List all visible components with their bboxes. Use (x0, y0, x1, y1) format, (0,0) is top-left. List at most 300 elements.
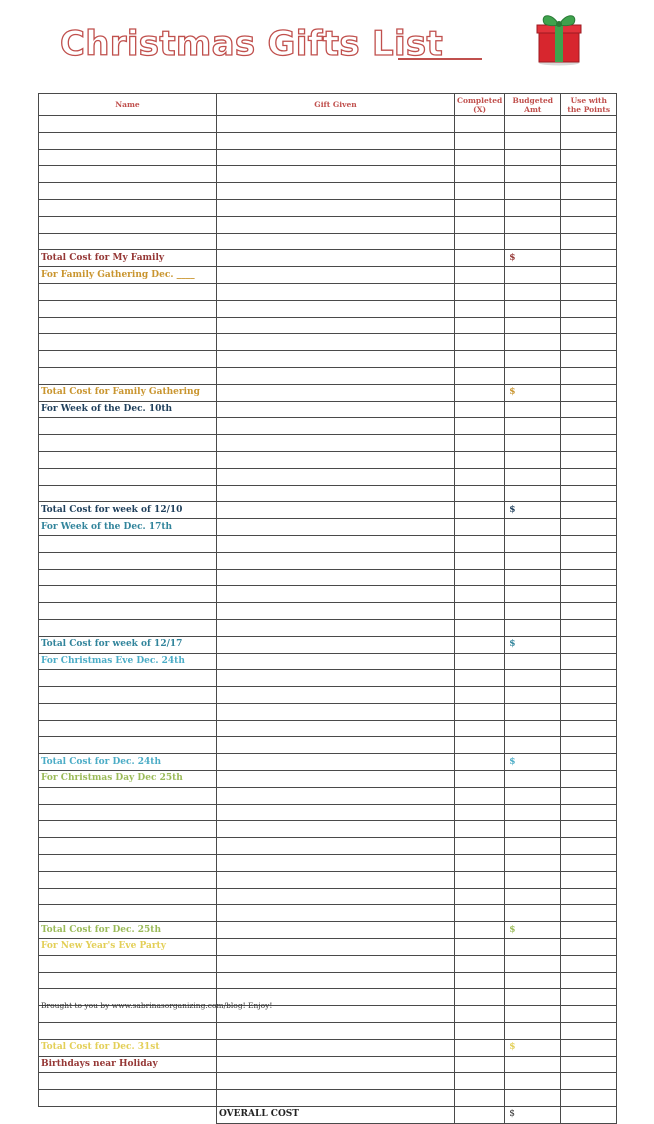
points-cell[interactable] (561, 703, 617, 720)
budgeted-amt-cell[interactable] (505, 687, 561, 704)
points-cell[interactable] (561, 670, 617, 687)
completed-cell[interactable] (455, 871, 505, 888)
gift-given-cell[interactable] (217, 855, 455, 872)
points-cell[interactable] (561, 283, 617, 300)
table-row (39, 821, 617, 838)
name-cell[interactable] (39, 116, 217, 133)
points-cell[interactable] (561, 771, 617, 788)
gift-given-cell[interactable] (217, 1073, 455, 1090)
completed-cell[interactable] (455, 384, 505, 401)
gift-given-cell[interactable] (217, 1056, 455, 1073)
budgeted-amt-cell[interactable] (505, 1056, 561, 1073)
budgeted-amt-cell[interactable] (505, 233, 561, 250)
dollar-sign: $ (505, 922, 561, 939)
budgeted-amt-cell[interactable] (505, 737, 561, 754)
budgeted-amt-cell[interactable] (505, 703, 561, 720)
name-cell[interactable] (39, 619, 217, 636)
points-cell[interactable] (561, 216, 617, 233)
gift-given-cell[interactable] (217, 821, 455, 838)
gift-given-cell[interactable] (217, 569, 455, 586)
points-cell[interactable] (561, 888, 617, 905)
points-cell[interactable] (561, 384, 617, 401)
name-cell[interactable] (39, 888, 217, 905)
points-cell[interactable] (561, 922, 617, 939)
completed-cell[interactable] (455, 838, 505, 855)
completed-cell[interactable] (455, 250, 505, 267)
completed-cell[interactable] (455, 804, 505, 821)
gift-given-cell[interactable] (217, 233, 455, 250)
completed-cell[interactable] (455, 955, 505, 972)
points-cell[interactable] (561, 855, 617, 872)
gift-given-cell[interactable] (217, 418, 455, 435)
total-label: Total Cost for Dec. 24th (39, 754, 217, 771)
gift-given-cell[interactable] (217, 687, 455, 704)
budgeted-amt-cell[interactable] (505, 468, 561, 485)
budgeted-amt-cell[interactable] (505, 519, 561, 536)
budgeted-amt-cell[interactable] (505, 485, 561, 502)
name-cell[interactable] (39, 1023, 217, 1040)
points-cell[interactable] (561, 451, 617, 468)
budgeted-amt-cell[interactable] (505, 351, 561, 368)
gift-given-cell[interactable] (217, 216, 455, 233)
gift-box-icon (534, 10, 584, 66)
gift-given-cell[interactable] (217, 451, 455, 468)
points-cell[interactable] (561, 1039, 617, 1056)
gift-given-cell[interactable] (217, 132, 455, 149)
gift-given-cell[interactable] (217, 166, 455, 183)
completed-cell[interactable] (455, 485, 505, 502)
points-cell[interactable] (561, 1090, 617, 1107)
dollar-sign: $ (505, 636, 561, 653)
points-cell[interactable] (561, 687, 617, 704)
budgeted-amt-cell[interactable] (505, 451, 561, 468)
gift-given-cell[interactable] (217, 905, 455, 922)
completed-cell[interactable] (455, 989, 505, 1006)
budgeted-amt-cell[interactable] (505, 367, 561, 384)
points-cell[interactable] (561, 199, 617, 216)
name-cell[interactable] (39, 199, 217, 216)
gift-given-cell[interactable] (217, 267, 455, 284)
gift-given-cell[interactable] (217, 502, 455, 519)
budgeted-amt-cell[interactable] (505, 535, 561, 552)
name-cell[interactable] (39, 804, 217, 821)
points-cell[interactable] (561, 535, 617, 552)
completed-cell[interactable] (455, 670, 505, 687)
completed-cell[interactable] (455, 619, 505, 636)
page-title: Christmas Gifts List (60, 24, 444, 64)
points-cell[interactable] (561, 250, 617, 267)
gift-given-cell[interactable] (217, 283, 455, 300)
name-cell[interactable] (39, 687, 217, 704)
completed-cell[interactable] (455, 939, 505, 956)
budgeted-amt-cell[interactable] (505, 267, 561, 284)
name-cell[interactable] (39, 552, 217, 569)
gift-given-cell[interactable] (217, 603, 455, 620)
gift-given-cell[interactable] (217, 535, 455, 552)
gift-given-cell[interactable] (217, 703, 455, 720)
budgeted-amt-cell[interactable] (505, 1073, 561, 1090)
completed-cell[interactable] (455, 535, 505, 552)
points-cell[interactable] (561, 502, 617, 519)
section-row (39, 1056, 617, 1073)
gift-given-cell[interactable] (217, 334, 455, 351)
points-cell[interactable] (561, 519, 617, 536)
completed-cell[interactable] (455, 418, 505, 435)
completed-cell[interactable] (455, 1073, 505, 1090)
gift-given-cell[interactable] (217, 636, 455, 653)
name-cell[interactable] (39, 367, 217, 384)
completed-cell[interactable] (455, 1006, 505, 1023)
dollar-sign: $ (505, 754, 561, 771)
gift-given-cell[interactable] (217, 468, 455, 485)
completed-cell[interactable] (455, 116, 505, 133)
budgeted-amt-cell[interactable] (505, 586, 561, 603)
gift-given-cell[interactable] (217, 435, 455, 452)
completed-cell[interactable] (455, 183, 505, 200)
completed-cell[interactable] (455, 653, 505, 670)
points-cell[interactable] (561, 804, 617, 821)
name-cell[interactable] (39, 603, 217, 620)
budgeted-amt-cell[interactable] (505, 199, 561, 216)
header-points: Use with the Points (561, 94, 617, 116)
gift-given-cell[interactable] (217, 351, 455, 368)
completed-cell[interactable] (455, 754, 505, 771)
name-cell[interactable] (39, 670, 217, 687)
gift-given-cell[interactable] (217, 1023, 455, 1040)
budgeted-amt-cell[interactable] (505, 334, 561, 351)
table-row (39, 586, 617, 603)
completed-cell[interactable] (455, 199, 505, 216)
points-cell[interactable] (561, 787, 617, 804)
name-cell[interactable] (39, 586, 217, 603)
gift-given-cell[interactable] (217, 300, 455, 317)
gift-given-cell[interactable] (217, 1039, 455, 1056)
name-cell[interactable] (39, 787, 217, 804)
table-row (39, 687, 617, 704)
points-cell[interactable] (561, 401, 617, 418)
gift-given-cell[interactable] (217, 485, 455, 502)
budgeted-amt-cell[interactable] (505, 1023, 561, 1040)
completed-cell[interactable] (455, 972, 505, 989)
points-cell[interactable] (561, 351, 617, 368)
budgeted-amt-cell[interactable] (505, 838, 561, 855)
points-cell[interactable] (561, 1056, 617, 1073)
completed-cell[interactable] (455, 267, 505, 284)
name-cell[interactable] (39, 955, 217, 972)
budgeted-amt-cell[interactable] (505, 720, 561, 737)
points-cell[interactable] (561, 233, 617, 250)
name-cell[interactable] (39, 838, 217, 855)
completed-cell[interactable] (455, 435, 505, 452)
points-cell[interactable] (561, 166, 617, 183)
section-label: For Week of the Dec. 10th (39, 401, 217, 418)
points-cell[interactable] (561, 552, 617, 569)
budgeted-amt-cell[interactable] (505, 771, 561, 788)
completed-cell[interactable] (455, 283, 505, 300)
completed-cell[interactable] (455, 737, 505, 754)
gift-given-cell[interactable] (217, 317, 455, 334)
completed-cell[interactable] (455, 787, 505, 804)
name-cell[interactable] (39, 334, 217, 351)
name-cell[interactable] (39, 166, 217, 183)
name-cell[interactable] (39, 317, 217, 334)
completed-cell[interactable] (455, 720, 505, 737)
name-cell[interactable] (39, 905, 217, 922)
budgeted-amt-cell[interactable] (505, 1090, 561, 1107)
completed-cell[interactable] (455, 149, 505, 166)
budgeted-amt-cell[interactable] (505, 132, 561, 149)
budgeted-amt-cell[interactable] (505, 855, 561, 872)
points-cell[interactable] (561, 939, 617, 956)
gift-given-cell[interactable] (217, 720, 455, 737)
name-cell[interactable] (39, 737, 217, 754)
gift-given-cell[interactable] (217, 771, 455, 788)
name-cell[interactable] (39, 233, 217, 250)
points-cell[interactable] (561, 468, 617, 485)
points-cell[interactable] (561, 653, 617, 670)
budgeted-amt-cell[interactable] (505, 619, 561, 636)
table-row (39, 233, 617, 250)
completed-cell[interactable] (455, 502, 505, 519)
budgeted-amt-cell[interactable] (505, 166, 561, 183)
gift-given-cell[interactable] (217, 149, 455, 166)
budgeted-amt-cell[interactable] (505, 972, 561, 989)
budgeted-amt-cell[interactable] (505, 283, 561, 300)
completed-cell[interactable] (455, 468, 505, 485)
budgeted-amt-cell[interactable] (505, 804, 561, 821)
completed-cell[interactable] (455, 922, 505, 939)
points-cell[interactable] (561, 149, 617, 166)
name-cell[interactable] (39, 435, 217, 452)
gift-given-cell[interactable] (217, 670, 455, 687)
points-cell[interactable] (561, 586, 617, 603)
completed-cell[interactable] (455, 300, 505, 317)
points-cell[interactable] (561, 132, 617, 149)
completed-cell[interactable] (455, 1023, 505, 1040)
points-cell[interactable] (561, 955, 617, 972)
completed-cell[interactable] (455, 401, 505, 418)
overall-row (39, 1107, 617, 1124)
budgeted-amt-cell[interactable] (505, 955, 561, 972)
completed-cell[interactable] (455, 855, 505, 872)
points-cell[interactable] (561, 183, 617, 200)
completed-cell[interactable] (455, 233, 505, 250)
points-cell[interactable] (561, 435, 617, 452)
points-cell[interactable] (561, 1107, 617, 1124)
budgeted-amt-cell[interactable] (505, 989, 561, 1006)
gift-given-cell[interactable] (217, 888, 455, 905)
points-cell[interactable] (561, 317, 617, 334)
points-cell[interactable] (561, 300, 617, 317)
budgeted-amt-cell[interactable] (505, 939, 561, 956)
total-label: Total Cost for My Family (39, 250, 217, 267)
points-cell[interactable] (561, 720, 617, 737)
name-cell[interactable] (39, 300, 217, 317)
gift-given-cell[interactable] (217, 754, 455, 771)
gift-given-cell[interactable] (217, 737, 455, 754)
gift-given-cell[interactable] (217, 367, 455, 384)
section-row (39, 267, 617, 284)
name-cell[interactable] (39, 418, 217, 435)
completed-cell[interactable] (455, 216, 505, 233)
name-cell[interactable] (39, 132, 217, 149)
budgeted-amt-cell[interactable] (505, 888, 561, 905)
gift-given-cell[interactable] (217, 653, 455, 670)
budgeted-amt-cell[interactable] (505, 821, 561, 838)
points-cell[interactable] (561, 1073, 617, 1090)
budgeted-amt-cell[interactable] (505, 317, 561, 334)
gift-given-cell[interactable] (217, 250, 455, 267)
completed-cell[interactable] (455, 351, 505, 368)
completed-cell[interactable] (455, 552, 505, 569)
budgeted-amt-cell[interactable] (505, 787, 561, 804)
completed-cell[interactable] (455, 1090, 505, 1107)
points-cell[interactable] (561, 972, 617, 989)
budgeted-amt-cell[interactable] (505, 1006, 561, 1023)
budgeted-amt-cell[interactable] (505, 183, 561, 200)
budgeted-amt-cell[interactable] (505, 569, 561, 586)
table-row (39, 183, 617, 200)
points-cell[interactable] (561, 116, 617, 133)
name-cell[interactable] (39, 283, 217, 300)
gift-given-cell[interactable] (217, 199, 455, 216)
points-cell[interactable] (561, 418, 617, 435)
completed-cell[interactable] (455, 569, 505, 586)
gift-given-cell[interactable] (217, 922, 455, 939)
header-completed: Completed (X) (455, 94, 505, 116)
completed-cell[interactable] (455, 451, 505, 468)
gift-given-cell[interactable] (217, 401, 455, 418)
completed-cell[interactable] (455, 888, 505, 905)
gift-given-cell[interactable] (217, 804, 455, 821)
completed-cell[interactable] (455, 1039, 505, 1056)
name-cell[interactable] (39, 468, 217, 485)
budgeted-amt-cell[interactable] (505, 871, 561, 888)
budgeted-amt-cell[interactable] (505, 401, 561, 418)
points-cell[interactable] (561, 871, 617, 888)
name-cell[interactable] (39, 535, 217, 552)
name-cell[interactable] (39, 871, 217, 888)
points-cell[interactable] (561, 1023, 617, 1040)
gift-given-cell[interactable] (217, 871, 455, 888)
name-cell[interactable] (39, 183, 217, 200)
budgeted-amt-cell[interactable] (505, 216, 561, 233)
gift-given-cell[interactable] (217, 787, 455, 804)
budgeted-amt-cell[interactable] (505, 653, 561, 670)
points-cell[interactable] (561, 821, 617, 838)
total-row (39, 636, 617, 653)
points-cell[interactable] (561, 267, 617, 284)
table-row (39, 972, 617, 989)
name-cell[interactable] (39, 1073, 217, 1090)
table-row (39, 149, 617, 166)
table-row (39, 317, 617, 334)
table-row (39, 535, 617, 552)
name-cell[interactable] (39, 720, 217, 737)
budgeted-amt-cell[interactable] (505, 149, 561, 166)
completed-cell[interactable] (455, 1107, 505, 1124)
name-cell[interactable] (39, 855, 217, 872)
completed-cell[interactable] (455, 519, 505, 536)
gift-given-cell[interactable] (217, 384, 455, 401)
name-cell[interactable] (39, 216, 217, 233)
points-cell[interactable] (561, 1006, 617, 1023)
budgeted-amt-cell[interactable] (505, 905, 561, 922)
points-cell[interactable] (561, 603, 617, 620)
completed-cell[interactable] (455, 166, 505, 183)
section-label: For Christmas Day Dec 25th (39, 771, 217, 788)
budgeted-amt-cell[interactable] (505, 116, 561, 133)
gift-given-cell[interactable] (217, 116, 455, 133)
points-cell[interactable] (561, 989, 617, 1006)
completed-cell[interactable] (455, 636, 505, 653)
completed-cell[interactable] (455, 132, 505, 149)
gift-given-cell[interactable] (217, 972, 455, 989)
completed-cell[interactable] (455, 603, 505, 620)
gift-given-cell[interactable] (217, 183, 455, 200)
points-cell[interactable] (561, 334, 617, 351)
points-cell[interactable] (561, 754, 617, 771)
gift-given-cell[interactable] (217, 552, 455, 569)
gift-given-cell[interactable] (217, 619, 455, 636)
gift-given-cell[interactable] (217, 939, 455, 956)
table-row (39, 451, 617, 468)
name-cell[interactable] (39, 821, 217, 838)
completed-cell[interactable] (455, 821, 505, 838)
dollar-sign: $ (505, 1039, 561, 1056)
points-cell[interactable] (561, 367, 617, 384)
points-cell[interactable] (561, 619, 617, 636)
name-cell[interactable] (39, 149, 217, 166)
name-cell[interactable] (39, 351, 217, 368)
completed-cell[interactable] (455, 905, 505, 922)
budgeted-amt-cell[interactable] (505, 418, 561, 435)
gift-given-cell[interactable] (217, 838, 455, 855)
table-row (39, 855, 617, 872)
points-cell[interactable] (561, 838, 617, 855)
points-cell[interactable] (561, 905, 617, 922)
points-cell[interactable] (561, 569, 617, 586)
name-cell[interactable] (39, 1090, 217, 1107)
points-cell[interactable] (561, 485, 617, 502)
completed-cell[interactable] (455, 1056, 505, 1073)
completed-cell[interactable] (455, 586, 505, 603)
gift-given-cell[interactable] (217, 955, 455, 972)
completed-cell[interactable] (455, 703, 505, 720)
name-cell[interactable] (39, 703, 217, 720)
table-row (39, 435, 617, 452)
gift-given-cell[interactable] (217, 1090, 455, 1107)
gift-given-cell[interactable] (217, 586, 455, 603)
points-cell[interactable] (561, 636, 617, 653)
name-cell[interactable] (39, 485, 217, 502)
points-cell[interactable] (561, 737, 617, 754)
budgeted-amt-cell[interactable] (505, 552, 561, 569)
budgeted-amt-cell[interactable] (505, 603, 561, 620)
budgeted-amt-cell[interactable] (505, 435, 561, 452)
budgeted-amt-cell[interactable] (505, 670, 561, 687)
completed-cell[interactable] (455, 367, 505, 384)
completed-cell[interactable] (455, 317, 505, 334)
name-cell[interactable] (39, 451, 217, 468)
name-cell[interactable] (39, 972, 217, 989)
name-cell[interactable] (39, 569, 217, 586)
completed-cell[interactable] (455, 687, 505, 704)
budgeted-amt-cell[interactable] (505, 300, 561, 317)
gift-given-cell[interactable] (217, 519, 455, 536)
completed-cell[interactable] (455, 771, 505, 788)
completed-cell[interactable] (455, 334, 505, 351)
